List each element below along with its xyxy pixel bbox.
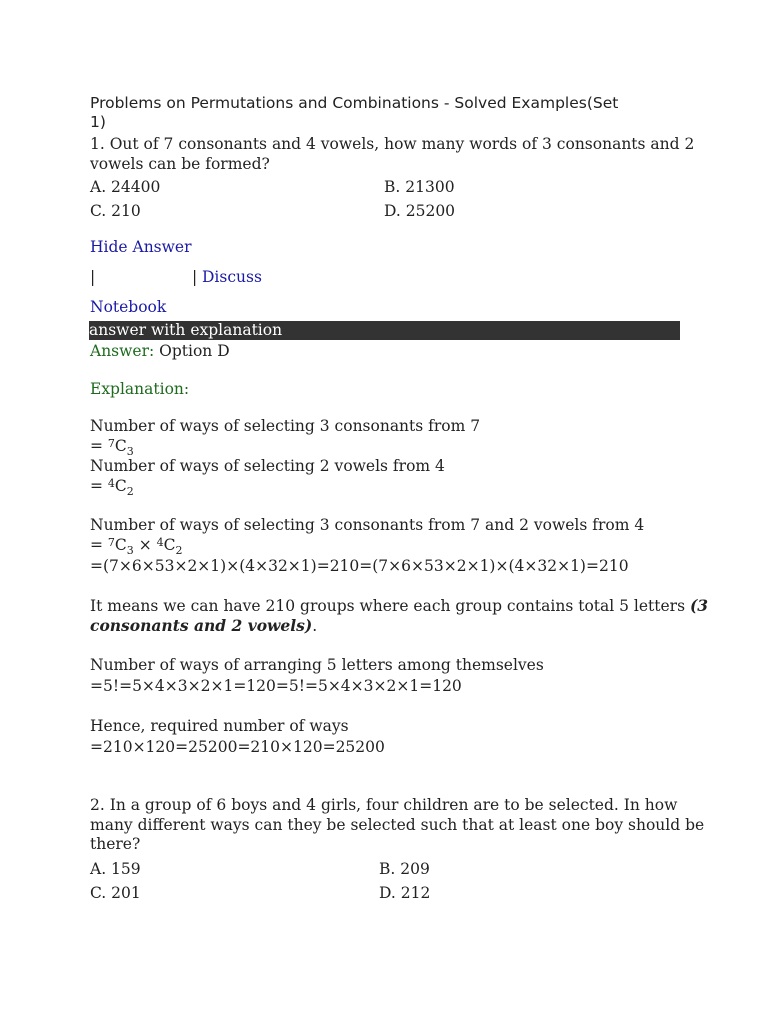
- q2-option-b[interactable]: B. 209: [379, 860, 430, 878]
- answer-row: [90, 341, 230, 361]
- q1-text-line2: vowels can be formed?: [90, 155, 270, 173]
- page-title-line1: Problems on Permutations and Combinations - Solved Examples(Set: [90, 94, 619, 112]
- exp-line-5: Number of ways of selecting 3 consonants from 7 and 2 vowels from 4: [90, 516, 645, 534]
- exp-line-3: Number of ways of selecting 2 vowels from 4: [90, 457, 445, 475]
- answer-label: Answer:: [90, 342, 155, 360]
- q2-option-c[interactable]: C. 201: [90, 884, 141, 902]
- exp-line-2-prefix: =: [90, 437, 108, 455]
- exp-line-9: [90, 616, 317, 636]
- exp-line-6-sup2: 4: [156, 536, 164, 549]
- exp-line-2: [90, 436, 134, 456]
- exp-line-8-ital: (3: [689, 596, 709, 615]
- hide-answer-link[interactable]: Hide Answer: [90, 238, 192, 256]
- answer-explanation-header: [89, 321, 680, 340]
- discuss-link[interactable]: Discuss: [202, 268, 262, 286]
- q2-option-a[interactable]: A. 159: [90, 860, 141, 878]
- q1-option-a[interactable]: A. 24400: [90, 178, 161, 196]
- q1-option-d[interactable]: D. 25200: [384, 202, 456, 220]
- answer-value: Option D: [159, 342, 230, 360]
- exp-line-4-prefix: =: [90, 477, 108, 495]
- exp-line-8: [90, 596, 708, 616]
- exp-line-9-end: .: [312, 617, 318, 635]
- answer-explanation-header-text: answer with explanation: [89, 321, 283, 339]
- exp-line-6-prefix: =: [90, 536, 108, 554]
- q1-option-c[interactable]: C. 210: [90, 202, 141, 220]
- q1-text-line1: 1. Out of 7 consonants and 4 vowels, how many words of 3 consonants and 2: [90, 135, 695, 153]
- exp-line-2-c: C: [114, 437, 127, 455]
- exp-line-11: =5!=5×4×3×2×1=120=5!=5×4×3×2×1=120: [90, 677, 462, 695]
- exp-line-4-sub: 2: [126, 485, 134, 498]
- notebook-link[interactable]: Notebook: [90, 298, 167, 316]
- exp-line-8-main: It means we can have 210 groups where each group contains total 5 letters: [90, 597, 690, 615]
- exp-line-12: Hence, required number of ways: [90, 717, 349, 735]
- separator-pipe-1: |: [90, 268, 96, 286]
- q2-text-line1: 2. In a group of 6 boys and 4 girls, four children are to be selected. In how: [90, 796, 678, 814]
- exp-line-10: Number of ways of arranging 5 letters among themselves: [90, 656, 544, 674]
- exp-line-6-c1: C: [114, 536, 127, 554]
- exp-line-7: =(7×6×53×2×1)×(4×32×1)=210=(7×6×53×2×1)×(4×32×1)=210: [90, 557, 629, 575]
- exp-line-6-mid: ×: [133, 536, 157, 554]
- page-title-line2: 1): [90, 113, 106, 131]
- exp-line-2-sub: 3: [126, 445, 134, 458]
- q2-option-d[interactable]: D. 212: [379, 884, 431, 902]
- exp-line-6: [90, 535, 183, 555]
- exp-line-4: [90, 476, 134, 496]
- exp-line-1: Number of ways of selecting 3 consonants from 7: [90, 417, 481, 435]
- q1-option-b[interactable]: B. 21300: [384, 178, 455, 196]
- q2-text-line2: many different ways can they be selected such that at least one boy should be: [90, 816, 705, 834]
- q2-text-line3: there?: [90, 835, 141, 853]
- exp-line-6-sub1: 3: [126, 544, 134, 557]
- exp-line-4-c: C: [114, 477, 127, 495]
- exp-line-2-sup: 7: [107, 437, 115, 450]
- exp-line-4-sup: 4: [107, 477, 115, 490]
- separator-pipe-2: |: [192, 268, 198, 286]
- exp-line-6-c2: C: [163, 536, 176, 554]
- exp-line-9-ital: consonants and 2 vowels): [90, 616, 313, 635]
- exp-line-13: =210×120=25200=210×120=25200: [90, 738, 385, 756]
- exp-line-6-sup1: 7: [107, 536, 115, 549]
- explanation-label: Explanation:: [90, 380, 190, 398]
- exp-line-6-sub2: 2: [175, 544, 183, 557]
